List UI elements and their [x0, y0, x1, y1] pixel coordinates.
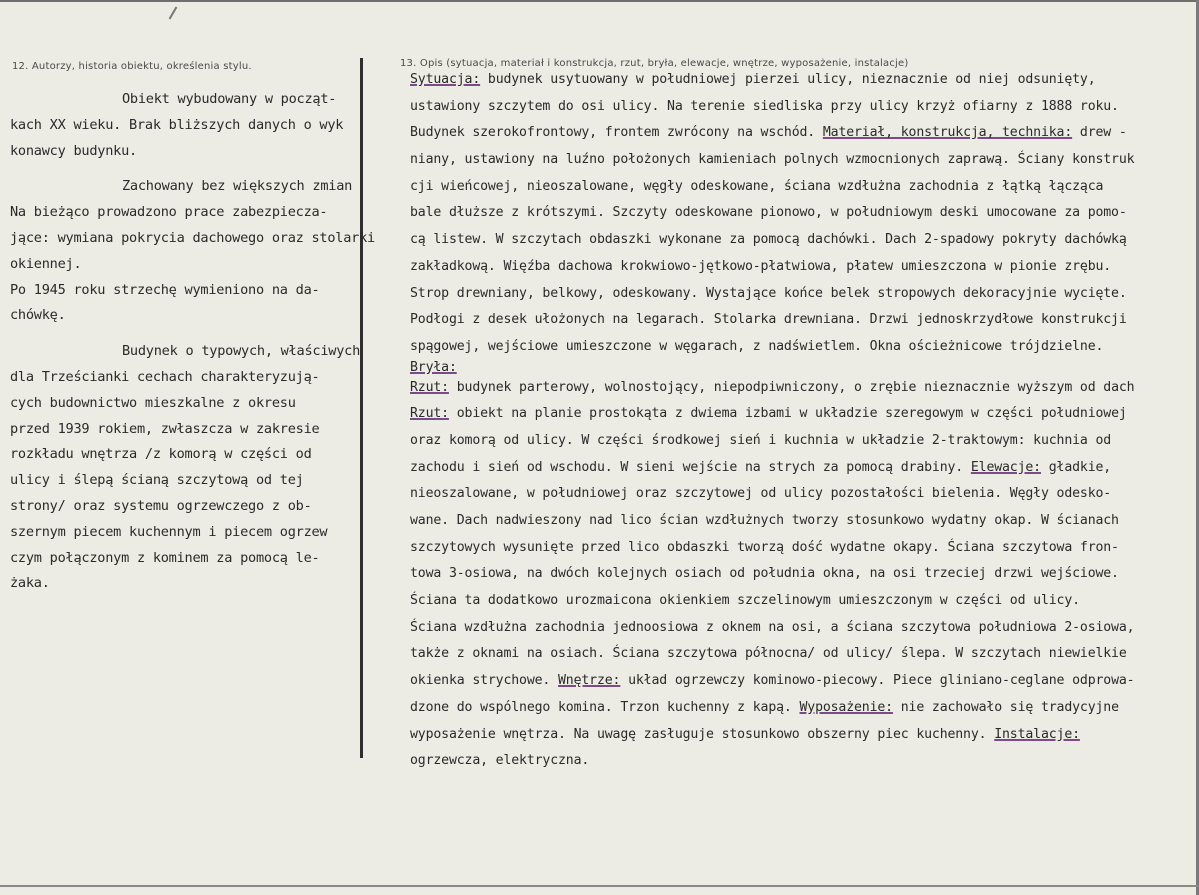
description-line [410, 361, 1195, 375]
history-line: rozkładu wnętrza /z komorą w części od [10, 446, 312, 463]
section-label: Bryła: [410, 359, 457, 375]
description-line [410, 722, 1195, 749]
top-border [0, 0, 1199, 2]
description-line [410, 401, 1195, 428]
description-line [410, 748, 1195, 775]
history-line: konawcy budynku. [10, 142, 137, 159]
description-line [410, 588, 1195, 615]
section-13-header: 13. Opis (sytuacja, materiał i konstrukcja, rzut, bryła, elewacje, wnętrze, wyposażenie, instalacje) [400, 58, 909, 69]
pen-mark [169, 6, 178, 19]
description-line [410, 455, 1195, 482]
description-line [410, 375, 1195, 402]
description-line [410, 334, 1195, 361]
description-line [410, 695, 1195, 722]
description-text: niany, ustawiony na luźno położonych kamieniach polnych wzmocnionych zaprawą. Ściany konstruk [410, 152, 1135, 168]
description-line [410, 281, 1195, 308]
history-line: Obiekt wybudowany w począt- [122, 91, 337, 107]
section-label: Instalacje: [994, 726, 1080, 742]
history-line: szernym piecem kuchennym i piecem ogrzew [10, 523, 328, 540]
history-column [10, 87, 375, 597]
section-label: Sytuacja: [410, 72, 481, 87]
section-label: Rzut: [410, 379, 449, 395]
description-text: okienka strychowe. [410, 673, 559, 689]
history-line: czym połączonym z kominem za pomocą le- [10, 549, 320, 566]
history-line: Zachowany bez większych zmian [122, 178, 353, 195]
section-label: Rzut: [410, 406, 449, 422]
section-label: Elewacje: [970, 459, 1041, 475]
description-text: budynek parterowy, wolnostojący, niepodpiwniczony, o zrębie nieznacznie wyższym od dach [448, 379, 1135, 395]
description-text: zakładkową. Więźba dachowa krokwiowo-jętkowo-płatwiowa, płatew umieszczona w pionie zrębu. [410, 258, 1112, 274]
description-text: ogrzewcza, elektryczna. [410, 753, 590, 769]
section-label: Wnętrze: [558, 673, 621, 689]
history-line: Budynek o typowych, właściwych [122, 343, 361, 360]
history-line: Po 1945 roku strzechę wymieniono na da- [10, 281, 320, 298]
description-line [410, 535, 1195, 562]
history-line: chówkę. [10, 307, 66, 324]
description-line [410, 174, 1195, 201]
description-text: układ ogrzewczy kominowo-piecowy. Piece gliniano-ceglane odprowa- [620, 673, 1135, 689]
bottom-border [0, 885, 1199, 887]
history-line: jące: wymiana pokrycia dachowego oraz stolarki [10, 229, 375, 246]
description-line [410, 481, 1195, 508]
section-label: Wyposażenie: [799, 699, 893, 715]
history-line: ulicy i ślepą ścianą szczytową od tej [10, 472, 304, 489]
description-text: Budynek szerokofrontowy, frontem zwrócony na wschód. [410, 125, 823, 141]
description-line [410, 147, 1195, 174]
description-text: nieoszalowane, w południowej oraz szczytowej od ulicy pozostałości bielenia. Węgły odesko- [410, 486, 1112, 502]
description-text: zachodu i sień od wschodu. W sieni wejście na strych za pomocą drabiny. [410, 459, 971, 475]
description-text: budynek usytuowany w południowej pierzei ulicy, nieznacznie od niej odsunięty, [480, 72, 1096, 87]
section-12-header: 12. Autorzy, historia obiektu, określenia stylu. [12, 61, 252, 72]
history-line: cych budownictwo mieszkalne z okresu [10, 394, 296, 411]
description-line [410, 561, 1195, 588]
description-text: Ściana ta dodatkowo urozmaicona okienkiem szczelinowym umieszczonym w części od ulicy. [410, 593, 1080, 609]
description-text: cji wieńcowej, nieoszalowane, węgły odeskowane, ściana wzdłużna zachodnia z łątką łącząca [410, 178, 1104, 194]
description-text: szczytowych wysunięte przed lico obdaszki tworzą dość wydatne okapy. Ściana szczytowa fron- [410, 539, 1119, 555]
history-line: przed 1939 rokiem, zwłaszcza w zakresie [10, 420, 320, 437]
history-line: żaka. [10, 575, 50, 592]
description-line [410, 508, 1195, 535]
description-text: gładkie, [1040, 459, 1112, 475]
description-text: oraz komorą od ulicy. W części środkowej sień i kuchnia w układzie 2-traktowym: kuchnia od [410, 432, 1112, 448]
description-text: wyposażenie wnętrza. Na uwagę zasługuje stosunkowo obszerny piec kuchenny. [410, 726, 995, 742]
description-text: spągowej, wejściowe umieszczone w węgarach, z nadświetlem. Okna ościeżnicowe trójdzielne. [410, 338, 1104, 354]
description-line [410, 120, 1195, 147]
description-text: cą listew. W szczytach obdaszki wykonane za pomocą dachówki. Dach 2-spadowy pokryty dachówką [410, 232, 1127, 248]
description-text: Podłogi z desek ułożonych na legarach. Stolarka drewniana. Drzwi jednoskrzydłowe konstrukcji [410, 312, 1127, 328]
description-text: dzone do wspólnego komina. Trzon kuchenny z kapą. [410, 699, 800, 715]
description-line [410, 254, 1195, 281]
description-text: nie zachowało się tradycyjne [892, 699, 1119, 715]
description-text: także z oknami na osiach. Ściana szczytowa północna/ od ulicy/ ślepa. W szczytach niewielkie [410, 646, 1127, 662]
section-label: Materiał, konstrukcja, technika: [822, 125, 1073, 141]
description-line [410, 641, 1195, 668]
description-line [410, 67, 1195, 94]
description-line [410, 227, 1195, 254]
description-text: obiekt na planie prostokąta z dwiema izbami w układzie szeregowym w części południowej [448, 406, 1127, 422]
description-text: drew - [1072, 125, 1127, 141]
history-line: okiennej. [10, 255, 82, 272]
history-line: strony/ oraz systemu ogrzewczego z ob- [10, 497, 312, 514]
description-line [410, 615, 1195, 642]
description-line [410, 94, 1195, 121]
history-line: Na bieżąco prowadzono prace zabezpiecza- [10, 204, 328, 221]
description-line [410, 428, 1195, 455]
description-text: wane. Dach nadwieszony nad lico ścian wzdłużnych tworzy stosunkowo wydatny okap. W ścianach [410, 513, 1119, 528]
description-line [410, 307, 1195, 334]
description-text: bale dłuższe z krótszymi. Szczyty odeskowane pionowo, w południowym deski umocowane za pomo- [410, 205, 1127, 221]
description-line [410, 200, 1195, 227]
history-line: dla Trześcianki cechach charakteryzują- [10, 368, 320, 385]
history-line: kach XX wieku. Brak bliższych danych o wyk [10, 116, 344, 133]
description-text: ustawiony szczytem do osi ulicy. Na terenie siedliska przy ulicy krzyż ofiarny z 1888 roku. [410, 98, 1119, 114]
description-column [410, 67, 1195, 775]
description-text: Strop drewniany, belkowy, odeskowany. Wystające końce belek stropowych dekoracyjnie wycięte. [410, 285, 1127, 301]
description-line [410, 668, 1195, 695]
description-text: Ściana wzdłużna zachodnia jednoosiowa z oknem na osi, a ściana szczytowa południowa 2-osiowa, [410, 619, 1135, 635]
description-text: towa 3-osiowa, na dwóch kolejnych osiach od południa okna, na osi trzeciej drzwi wejściowe. [410, 566, 1119, 582]
